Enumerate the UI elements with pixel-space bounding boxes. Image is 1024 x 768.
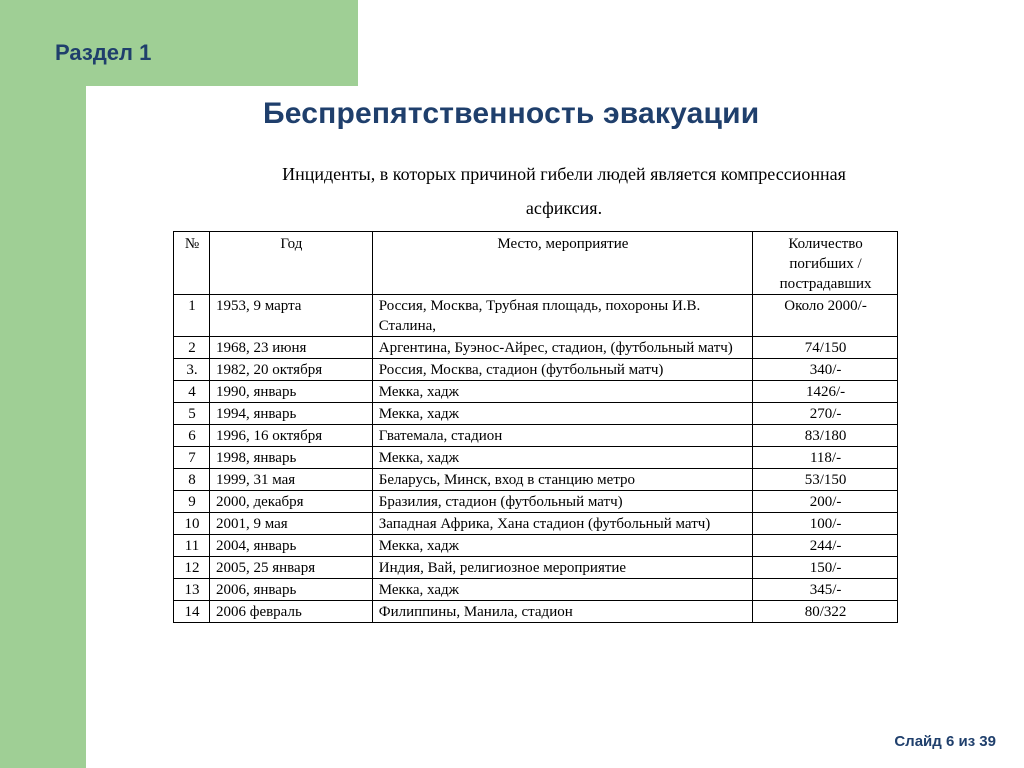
- table-row: [174, 425, 898, 447]
- cell-count: 80/322: [753, 601, 898, 623]
- table-row: [174, 491, 898, 513]
- cell-place: Россия, Москва, Трубная площадь, похороны И.В. Сталина,: [372, 295, 752, 337]
- cell-number: 3.: [174, 359, 210, 381]
- table-row: [174, 557, 898, 579]
- slide-title: Беспрепятственность эвакуации: [263, 97, 760, 130]
- cell-count: 53/150: [753, 469, 898, 491]
- table-row: [174, 447, 898, 469]
- header-count: Количество погибших /пострадавших: [753, 232, 898, 295]
- cell-year: 2001, 9 мая: [209, 513, 372, 535]
- cell-place: Беларусь, Минск, вход в станцию метро: [372, 469, 752, 491]
- cell-count: 244/-: [753, 535, 898, 557]
- table-caption: Инциденты, в которых причиной гибели людей является компрессионная асфиксия.: [282, 164, 846, 218]
- cell-place: Гватемала, стадион: [372, 425, 752, 447]
- cell-count: 270/-: [753, 403, 898, 425]
- cell-place: Западная Африка, Хана стадион (футбольный матч): [372, 513, 752, 535]
- cell-year: 2005, 25 января: [209, 557, 372, 579]
- cell-number: 5: [174, 403, 210, 425]
- green-side-band: [0, 0, 86, 768]
- green-top-band: [0, 0, 358, 86]
- cell-count: 200/-: [753, 491, 898, 513]
- table-row: [174, 579, 898, 601]
- cell-count: 345/-: [753, 579, 898, 601]
- cell-year: 1999, 31 мая: [209, 469, 372, 491]
- cell-number: 1: [174, 295, 210, 337]
- cell-place: Бразилия, стадион (футбольный матч): [372, 491, 752, 513]
- cell-count: 100/-: [753, 513, 898, 535]
- cell-number: 2: [174, 337, 210, 359]
- incidents-table: [173, 231, 898, 623]
- cell-number: 12: [174, 557, 210, 579]
- cell-number: 7: [174, 447, 210, 469]
- cell-year: 1994, январь: [209, 403, 372, 425]
- table-row: [174, 513, 898, 535]
- table-header-row: [174, 232, 898, 295]
- cell-number: 4: [174, 381, 210, 403]
- cell-year: 2006 февраль: [209, 601, 372, 623]
- cell-year: 2004, январь: [209, 535, 372, 557]
- cell-number: 8: [174, 469, 210, 491]
- table-row: [174, 359, 898, 381]
- cell-place: Мекка, хадж: [372, 447, 752, 469]
- cell-year: 1982, 20 октября: [209, 359, 372, 381]
- cell-place: Мекка, хадж: [372, 381, 752, 403]
- cell-year: 2006, январь: [209, 579, 372, 601]
- cell-number: 13: [174, 579, 210, 601]
- cell-place: Индия, Вай, религиозное мероприятие: [372, 557, 752, 579]
- cell-count: 74/150: [753, 337, 898, 359]
- cell-count: 83/180: [753, 425, 898, 447]
- content-panel-corner: [86, 86, 186, 186]
- cell-place: Россия, Москва, стадион (футбольный матч): [372, 359, 752, 381]
- cell-place: Мекка, хадж: [372, 403, 752, 425]
- section-label: Раздел 1: [55, 40, 152, 65]
- cell-number: 6: [174, 425, 210, 447]
- cell-count: 340/-: [753, 359, 898, 381]
- table-row: [174, 469, 898, 491]
- cell-year: 1990, январь: [209, 381, 372, 403]
- header-number: №: [174, 232, 210, 295]
- cell-number: 11: [174, 535, 210, 557]
- header-place: Место, мероприятие: [372, 232, 752, 295]
- cell-count: Около 2000/-: [753, 295, 898, 337]
- cell-count: 118/-: [753, 447, 898, 469]
- cell-year: 1968, 23 июня: [209, 337, 372, 359]
- table-row: [174, 601, 898, 623]
- table-row: [174, 535, 898, 557]
- cell-number: 9: [174, 491, 210, 513]
- header-year: Год: [209, 232, 372, 295]
- cell-number: 14: [174, 601, 210, 623]
- cell-place: Мекка, хадж: [372, 535, 752, 557]
- cell-year: 1996, 16 октября: [209, 425, 372, 447]
- cell-count: 1426/-: [753, 381, 898, 403]
- cell-year: 1998, январь: [209, 447, 372, 469]
- table-row: [174, 337, 898, 359]
- cell-year: 1953, 9 марта: [209, 295, 372, 337]
- table-row: [174, 295, 898, 337]
- cell-place: Аргентина, Буэнос-Айрес, стадион, (футбольный матч): [372, 337, 752, 359]
- cell-place: Мекка, хадж: [372, 579, 752, 601]
- cell-place: Филиппины, Манила, стадион: [372, 601, 752, 623]
- table-row: [174, 381, 898, 403]
- cell-year: 2000, декабря: [209, 491, 372, 513]
- slide-counter: Слайд 6 из 39: [894, 733, 996, 750]
- table-row: [174, 403, 898, 425]
- cell-count: 150/-: [753, 557, 898, 579]
- cell-number: 10: [174, 513, 210, 535]
